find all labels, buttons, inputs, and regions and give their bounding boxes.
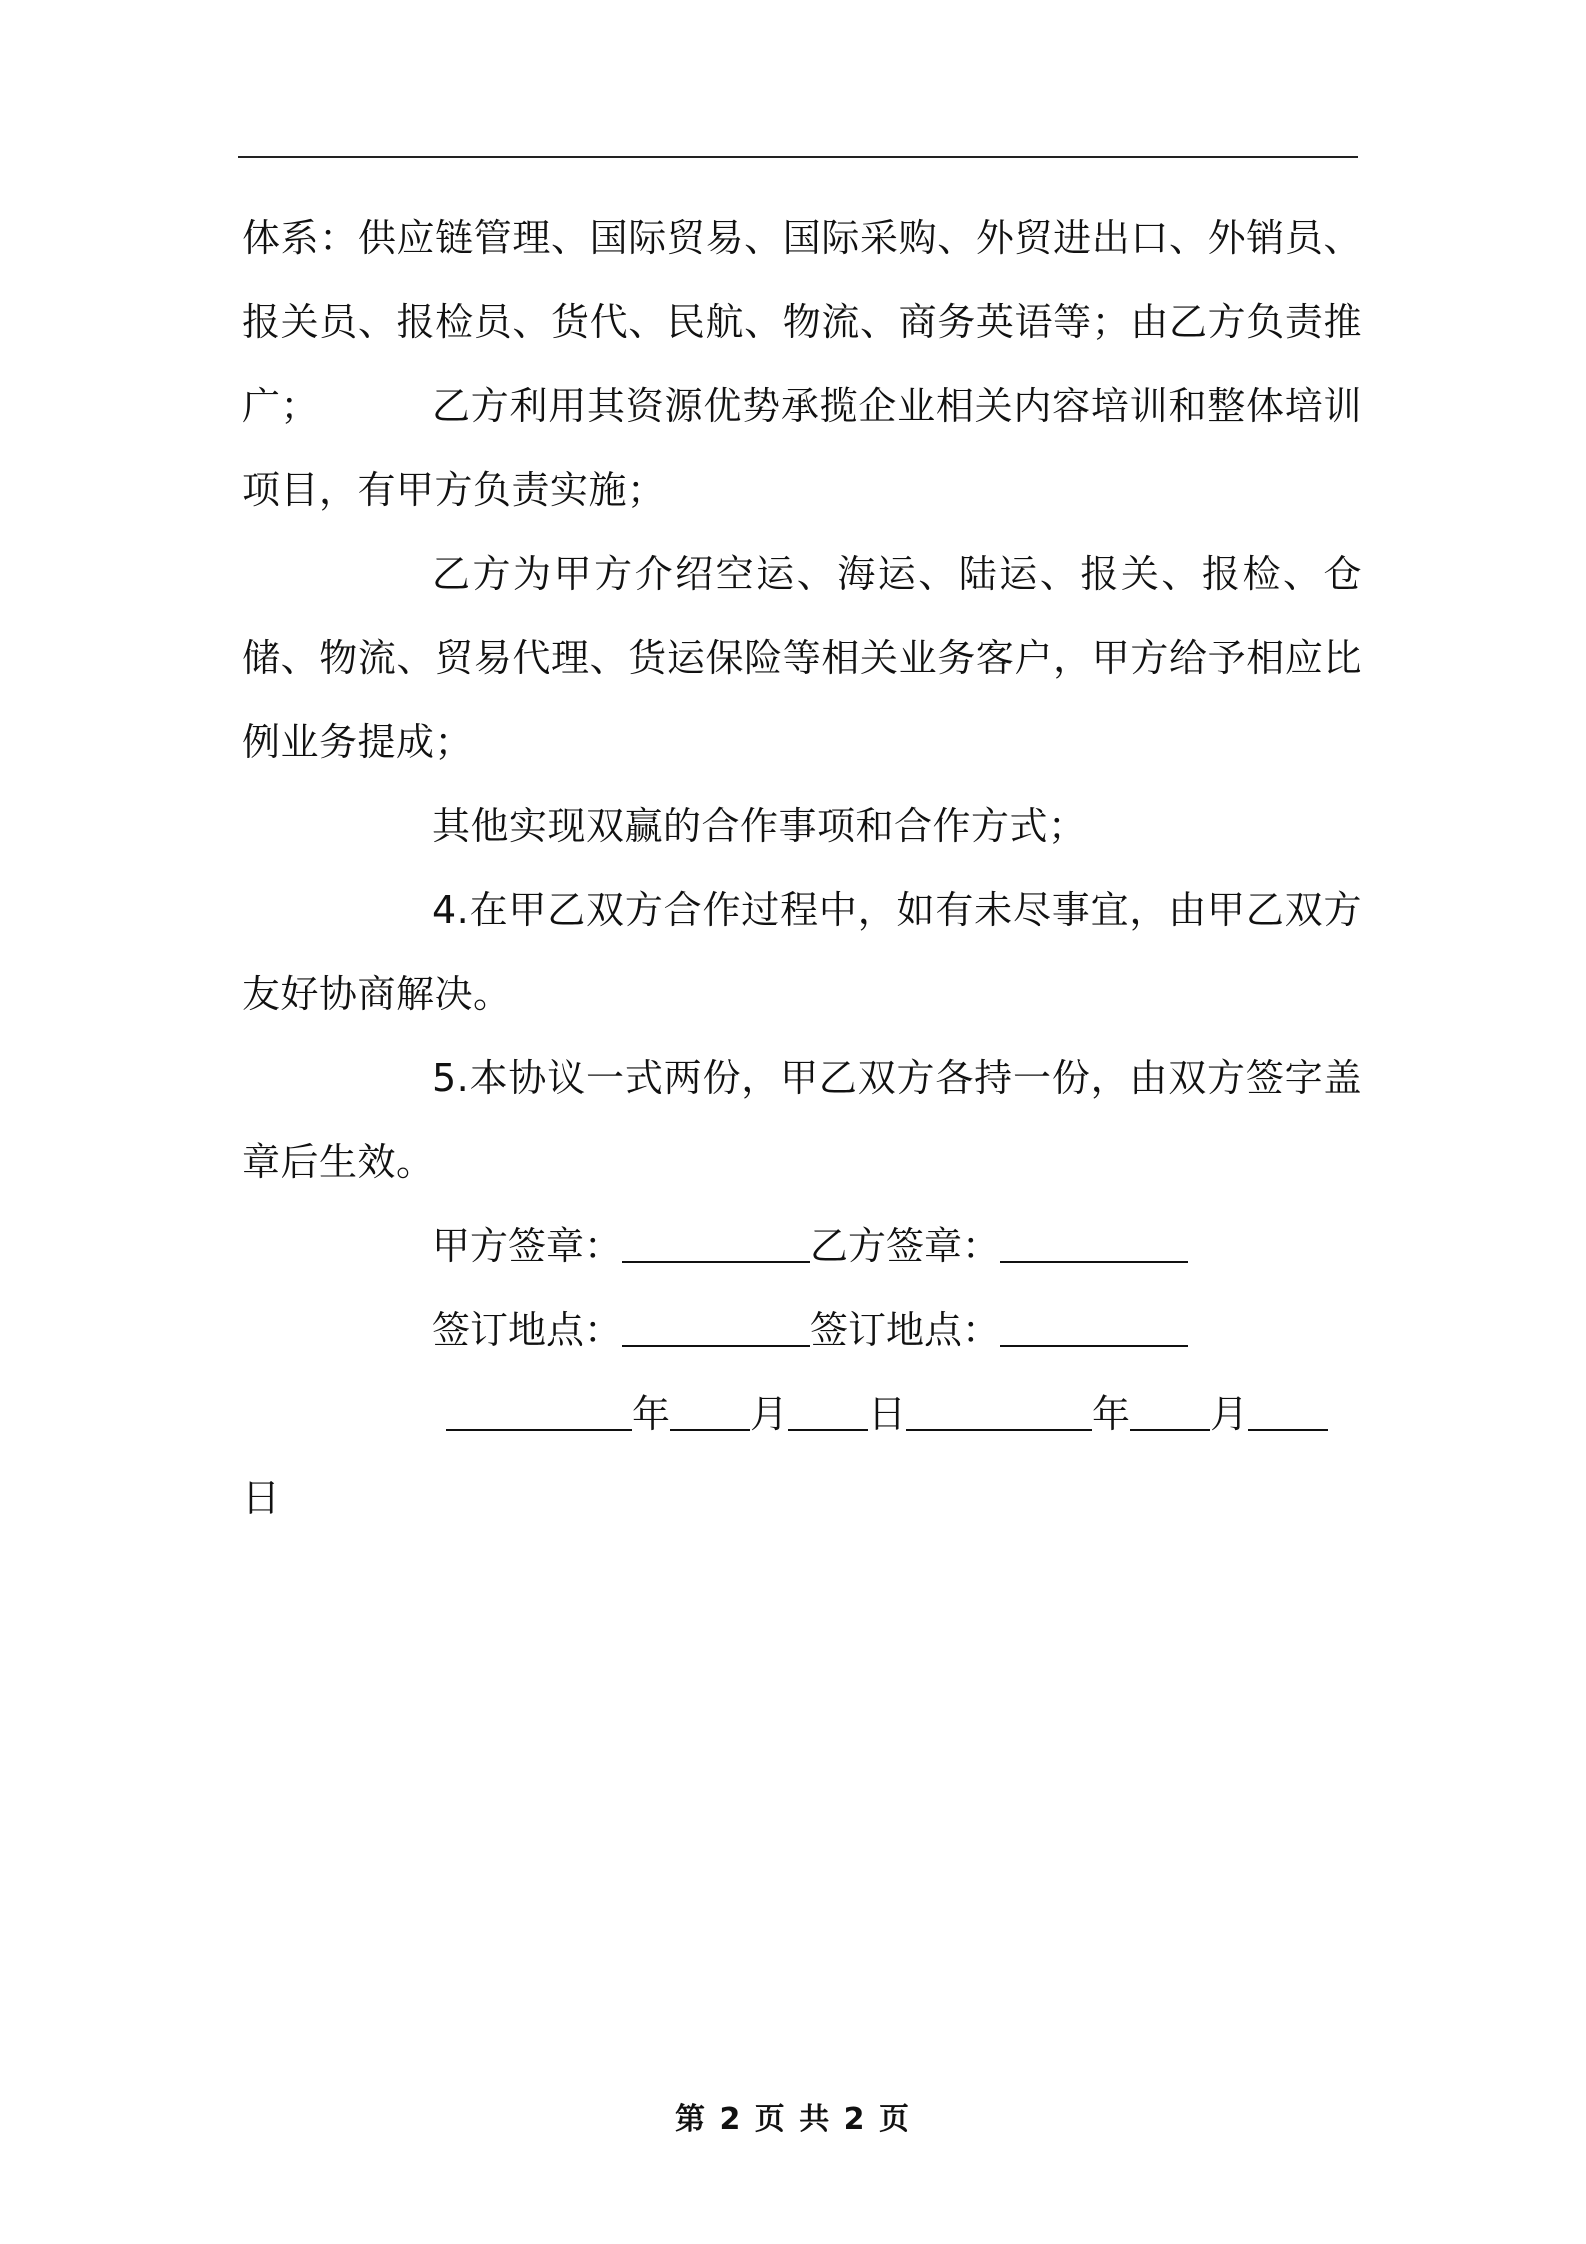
- party-b-year-blank: [906, 1399, 1092, 1431]
- party-a-seal-label: 甲方签章：: [432, 1224, 623, 1268]
- page-number-footer: 第 2 页 共 2 页: [675, 2102, 911, 2137]
- party-b-month-label: 月: [1210, 1392, 1249, 1436]
- paragraph-other-cooperation: 其他实现双赢的合作事项和合作方式；: [432, 804, 1087, 848]
- header-rule: [238, 156, 1358, 158]
- party-a-place-label: 签订地点：: [432, 1308, 623, 1352]
- party-a-place-blank: [622, 1315, 810, 1347]
- party-b-year-label: 年: [1092, 1392, 1131, 1436]
- signature-seal-line: [432, 1204, 1188, 1288]
- party-a-year-blank: [446, 1399, 632, 1431]
- party-b-day-label-wrapped: 日: [242, 1476, 281, 1520]
- party-b-seal-blank: [1000, 1231, 1188, 1263]
- party-a-month-label: 月: [750, 1392, 789, 1436]
- party-a-seal-blank: [622, 1231, 810, 1263]
- paragraph-training-projects: 乙方利用其资源优势承揽企业相关内容培训和整体培训项目，有甲方负责实施；: [242, 384, 1362, 512]
- signing-place-line: [432, 1288, 1188, 1372]
- party-a-day-blank: [788, 1399, 868, 1431]
- party-a-month-blank: [670, 1399, 750, 1431]
- party-b-month-blank: [1130, 1399, 1210, 1431]
- party-b-place-label: 签订地点：: [810, 1308, 1001, 1352]
- signing-date-line: [446, 1372, 1328, 1456]
- paragraph-clause-5: 5.本协议一式两份，甲乙双方各持一份，由双方签字盖章后生效。: [242, 1056, 1362, 1184]
- paragraph-scope-continued: 体系：供应链管理、国际贸易、国际采购、外贸进出口、外销员、报关员、报检员、货代、民航、物流、商务英语等；由乙方负责推广；: [242, 216, 1362, 428]
- paragraph-client-referral: 乙方为甲方介绍空运、海运、陆运、报关、报检、仓储、物流、贸易代理、货运保险等相关业务客户，甲方给予相应比例业务提成；: [242, 552, 1362, 764]
- party-b-seal-label: 乙方签章：: [810, 1224, 1001, 1268]
- party-b-day-blank: [1248, 1399, 1328, 1431]
- paragraph-clause-4: 4.在甲乙双方合作过程中，如有未尽事宜，由甲乙双方友好协商解决。: [242, 888, 1362, 1016]
- party-a-year-label: 年: [632, 1392, 671, 1436]
- party-b-place-blank: [1000, 1315, 1188, 1347]
- party-a-day-label: 日: [868, 1392, 907, 1436]
